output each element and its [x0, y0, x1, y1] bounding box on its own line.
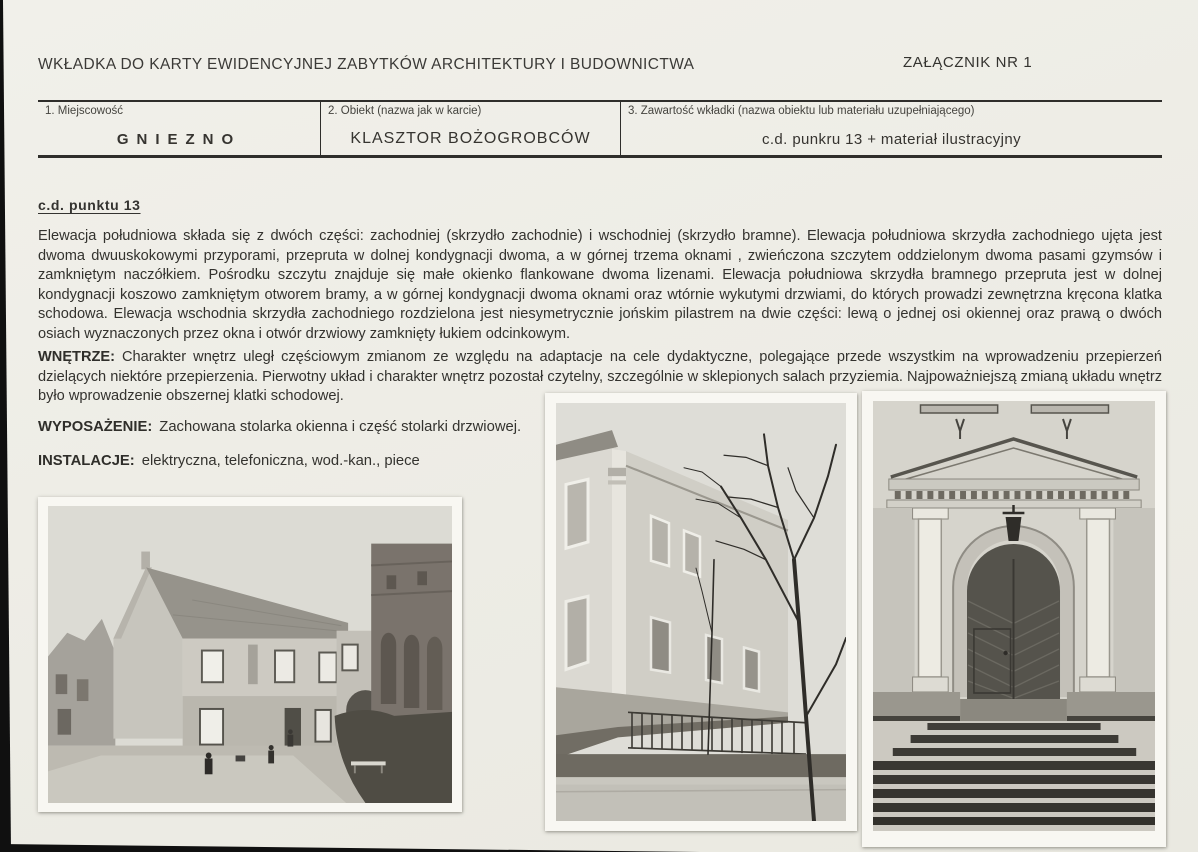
courtyard-photo	[48, 506, 452, 803]
object-label: 2. Obiekt (nazwa jak w karcie)	[328, 105, 482, 117]
table-cell-locality	[38, 102, 320, 155]
locality-value: GNIEZNO	[116, 131, 242, 148]
table-cell-object	[320, 102, 620, 155]
table-cell-contents	[620, 102, 1162, 155]
attachment-number-label: ZAŁĄCZNIK NR 1	[903, 54, 1033, 71]
contents-value: c.d. punkru 13 + materiał ilustracyjny	[761, 131, 1022, 148]
photo-frame-portal	[862, 391, 1166, 847]
installations-label: INSTALACJE:	[38, 453, 135, 469]
photo-frame-street-elevation	[545, 393, 857, 831]
locality-label: 1. Miejscowość	[45, 105, 123, 117]
object-value: KLASZTOR BOŻOGROBCÓW	[350, 130, 591, 147]
entrance-portal-photo	[873, 401, 1155, 831]
elevation-description-paragraph: Elewacja południowa składa się z dwóch części: zachodniej (skrzydło zachodnie) i wschodniej (skrzydło bramne). Elewacja południowa skrzydła zachodniego ujęta jest dwoma dwuuskokowymi przyporami, przepruta w dolnej kondygnacji dwoma, a w górnej trzema oknami , zwieńczona szczytem oddzielonym dwoma pasami gzymsów i zamkniętym naczółkiem. Pośrodku szczytu znajduje się małe okienko flankowane dwoma lizenami. Elewacja południowa skrzydła bramnego przepruta jest w dolnej kondygnacji koszowo zamkniętym otworem bramy, a w górnej kondygnacji dwoma oknami oraz wtórnie wykutymi drzwiami, do których prowadzi zewnętrzna kręcona klatka schodowa. Elewacja wschodnia skrzydła zachodniego rozdzielona jest niesymetrycznie jońskim pilastrem na dwie części: lewą o jednej osi okiennej oraz prawą o dwóch osiach wyznaczonych przez okna i otwór drzwiowy zamknięty łukiem odcinkowym.	[38, 228, 1162, 342]
scan-edge-left	[0, 0, 12, 852]
document-title: WKŁADKA DO KARTY EWIDENCYJNEJ ZABYTKÓW ARCHITEKTURY I BUDOWNICTWA	[38, 56, 695, 73]
furnishings-label: WYPOSAŻENIE:	[38, 419, 153, 435]
interior-label: WNĘTRZE:	[38, 349, 116, 365]
contents-label: 3. Zawartość wkładki (nazwa obiektu lub materiału uzupełniającego)	[628, 105, 975, 117]
section-heading: c.d. punktu 13	[38, 197, 141, 213]
street-elevation-photo	[556, 403, 846, 821]
interior-text: Charakter wnętrz uległ częściowym zmianom ze względu na adaptacje na cele dydaktyczne, polegające przede wszystkim na wprowadzeniu przepierzeń dzielących niektóre przepierzenia. Pierwotny układ i charakter wnętrz pozostał czytelny, szczególnie w sklepionych salach przyziemia. Najpoważniejszą zmianą układu wnętrz było wprowadzenie obszernej klatki schodowej.	[38, 349, 1162, 405]
furnishings-text: Zachowana stolarka okienna i część stolarki drzwiowej.	[159, 419, 522, 435]
photo-frame-courtyard	[38, 497, 462, 812]
installations-text: elektryczna, telefoniczna, wod.-kan., piece	[141, 453, 420, 469]
scan-edge-bottom	[0, 844, 700, 852]
identification-table	[38, 100, 1162, 158]
